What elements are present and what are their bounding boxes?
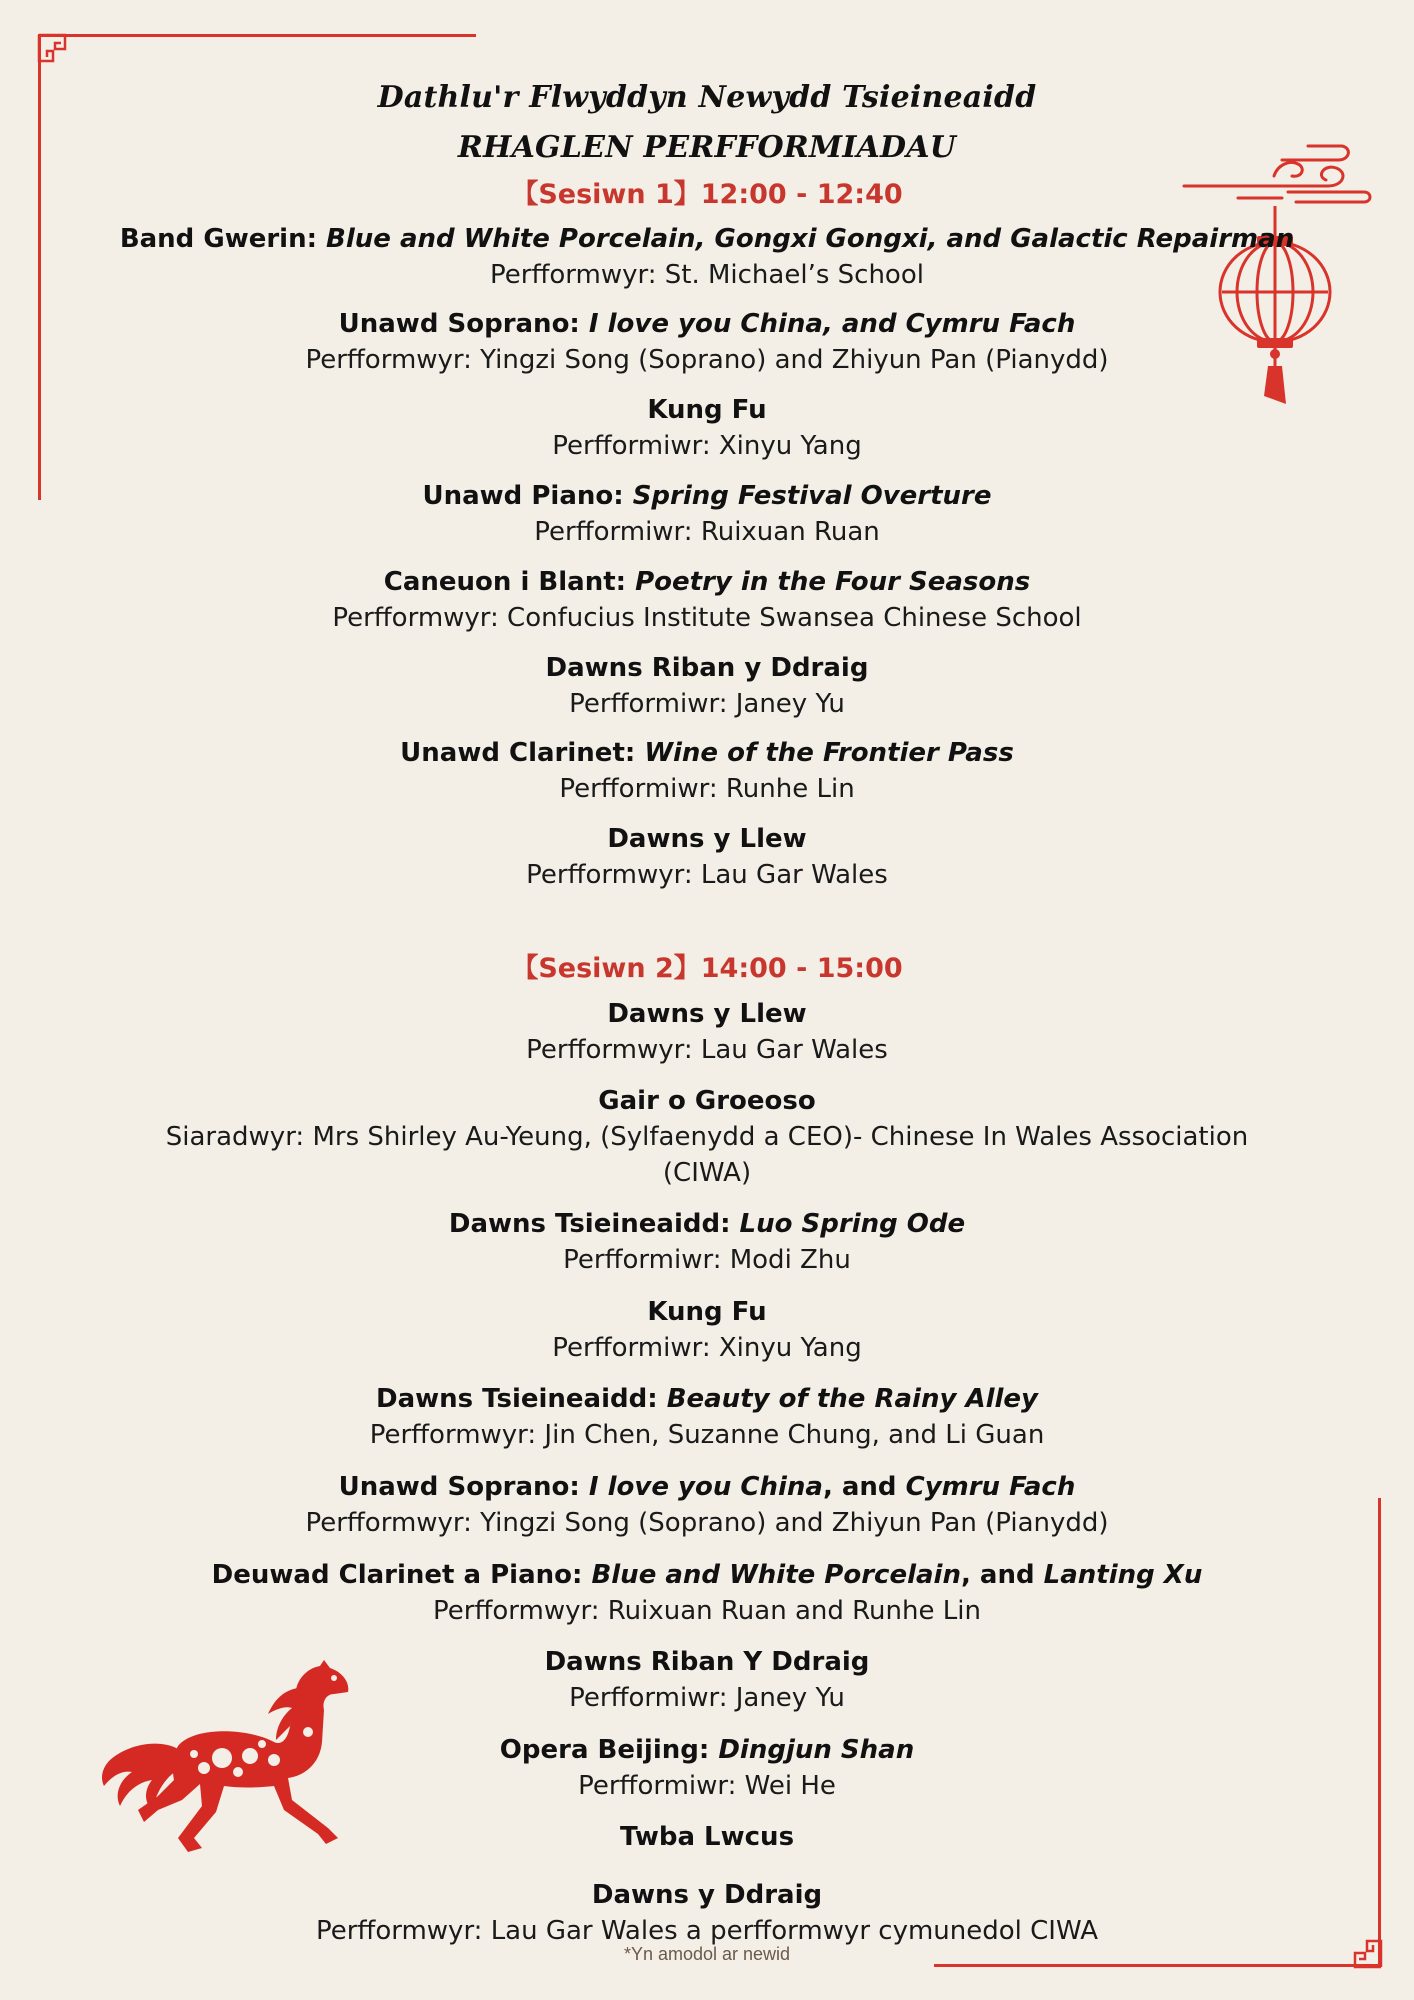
performer: Perfformiwr: Xinyu Yang bbox=[552, 1333, 862, 1363]
performance-item bbox=[0, 996, 1414, 1068]
title-separator: , and bbox=[822, 1472, 906, 1502]
performance-type: Kung Fu bbox=[647, 1297, 767, 1327]
performer: Perfformiwr: Ruixuan Ruan bbox=[534, 517, 880, 547]
performance-title: Luo Spring Ode bbox=[739, 1209, 966, 1239]
performance-title: Dingjun Shan bbox=[718, 1735, 915, 1765]
session-2-heading: 【Sesiwn 2】14:00 - 15:00 bbox=[511, 953, 903, 984]
performance-type: Band Gwerin: bbox=[119, 224, 317, 254]
performance-type: Kung Fu bbox=[647, 395, 767, 425]
performance-title: Beauty of the Rainy Alley bbox=[666, 1384, 1038, 1414]
performer: Perfformwyr: Confucius Institute Swansea Chinese School bbox=[332, 603, 1082, 633]
performance-title: Spring Festival Overture bbox=[632, 481, 992, 511]
frame-top-left-horizontal bbox=[38, 34, 476, 37]
performance-item bbox=[0, 650, 1414, 722]
performance-type: Opera Beijing: bbox=[499, 1735, 710, 1765]
performer: Perfformiwr: Janey Yu bbox=[569, 689, 845, 719]
performance-item bbox=[0, 1469, 1414, 1541]
performance-title-2: Lanting Xu bbox=[1043, 1560, 1203, 1590]
performance-type: Unawd Piano: bbox=[422, 481, 624, 511]
performer: Perfformiwr: Wei He bbox=[578, 1771, 836, 1801]
performer: Perfformwyr: Yingzi Song (Soprano) and Zhiyun Pan (Pianydd) bbox=[305, 1508, 1109, 1538]
performance-type: Dawns y Llew bbox=[607, 999, 807, 1029]
performance-item bbox=[0, 1294, 1414, 1366]
performance-type: Caneuon i Blant: bbox=[383, 567, 627, 597]
performance-type: Dawns Riban y Ddraig bbox=[545, 653, 869, 683]
programme-subtitle: RHAGLEN PERFFORMIADAU bbox=[457, 130, 957, 165]
footnote: *Yn amodol ar newid bbox=[623, 1944, 791, 1964]
performer-org: (CIWA) bbox=[662, 1158, 752, 1188]
corner-knot-icon bbox=[37, 33, 69, 65]
performer: Perfformwyr: Lau Gar Wales bbox=[526, 860, 888, 890]
performer: Perfformwyr: Ruixuan Ruan and Runhe Lin bbox=[433, 1596, 981, 1626]
performance-item bbox=[0, 1557, 1414, 1629]
performance-item bbox=[0, 1206, 1414, 1278]
performance-type: Unawd Clarinet: bbox=[400, 738, 636, 768]
performance-type: Dawns Tsieineaidd: bbox=[448, 1209, 731, 1239]
performance-item bbox=[0, 1644, 1414, 1716]
performance-item bbox=[0, 221, 1414, 293]
performance-title: Blue and White Porcelain bbox=[591, 1560, 961, 1590]
performance-type: Twba Lwcus bbox=[619, 1822, 795, 1852]
performance-item bbox=[0, 1819, 1414, 1855]
performer: Perfformwyr: Yingzi Song (Soprano) and Zhiyun Pan (Pianydd) bbox=[305, 345, 1109, 375]
performance-item bbox=[0, 564, 1414, 636]
performance-type: Dawns y Llew bbox=[607, 824, 807, 854]
performance-title: Wine of the Frontier Pass bbox=[644, 738, 1014, 768]
performer: Perfformwyr: Lau Gar Wales bbox=[526, 1035, 888, 1065]
performer: Siaradwyr: Mrs Shirley Au-Yeung, (Sylfaenydd a CEO)- Chinese In Wales Association bbox=[165, 1122, 1249, 1152]
performance-type: Dawns Tsieineaidd: bbox=[376, 1384, 658, 1414]
performer: Perfformiwr: Xinyu Yang bbox=[552, 431, 862, 461]
performance-item bbox=[0, 735, 1414, 807]
performance-title: I love you China, and Cymru Fach bbox=[588, 309, 1076, 339]
performance-type: Deuwad Clarinet a Piano: bbox=[211, 1560, 583, 1590]
performer: Perfformwyr: Lau Gar Wales a perfformwyr cymunedol CIWA bbox=[315, 1916, 1099, 1946]
performance-type: Unawd Soprano: bbox=[338, 1472, 580, 1502]
performer: Perfformwyr: Jin Chen, Suzanne Chung, and Li Guan bbox=[369, 1420, 1045, 1450]
performance-item bbox=[0, 1877, 1414, 1949]
performance-item bbox=[0, 821, 1414, 893]
performance-type: Dawns Riban Y Ddraig bbox=[544, 1647, 870, 1677]
performer: Perfformiwr: Runhe Lin bbox=[559, 774, 855, 804]
performance-item bbox=[0, 306, 1414, 378]
performance-item bbox=[0, 392, 1414, 464]
programme-title: Dathlu'r Flwyddyn Newydd Tsieineaidd bbox=[377, 80, 1037, 115]
performance-type: Dawns y Ddraig bbox=[591, 1880, 823, 1910]
performer: Perfformiwr: Janey Yu bbox=[569, 1683, 845, 1713]
title-separator: , and bbox=[960, 1560, 1044, 1590]
performance-title: I love you China bbox=[588, 1472, 823, 1502]
performance-type: Unawd Soprano: bbox=[338, 309, 580, 339]
session-1-heading: 【Sesiwn 1】12:00 - 12:40 bbox=[511, 179, 903, 210]
performance-title: Blue and White Porcelain, Gongxi Gongxi, and Galactic Repairman bbox=[326, 224, 1295, 254]
performance-item bbox=[0, 1732, 1414, 1804]
performer: Perfformwyr: St. Michael’s School bbox=[490, 260, 924, 290]
performer: Perfformiwr: Modi Zhu bbox=[563, 1245, 851, 1275]
performance-title-2: Cymru Fach bbox=[905, 1472, 1076, 1502]
performance-item bbox=[0, 1083, 1414, 1191]
performance-title: Poetry in the Four Seasons bbox=[635, 567, 1031, 597]
performance-item bbox=[0, 478, 1414, 550]
performance-type: Gair o Groeoso bbox=[598, 1086, 816, 1116]
performance-item bbox=[0, 1381, 1414, 1453]
